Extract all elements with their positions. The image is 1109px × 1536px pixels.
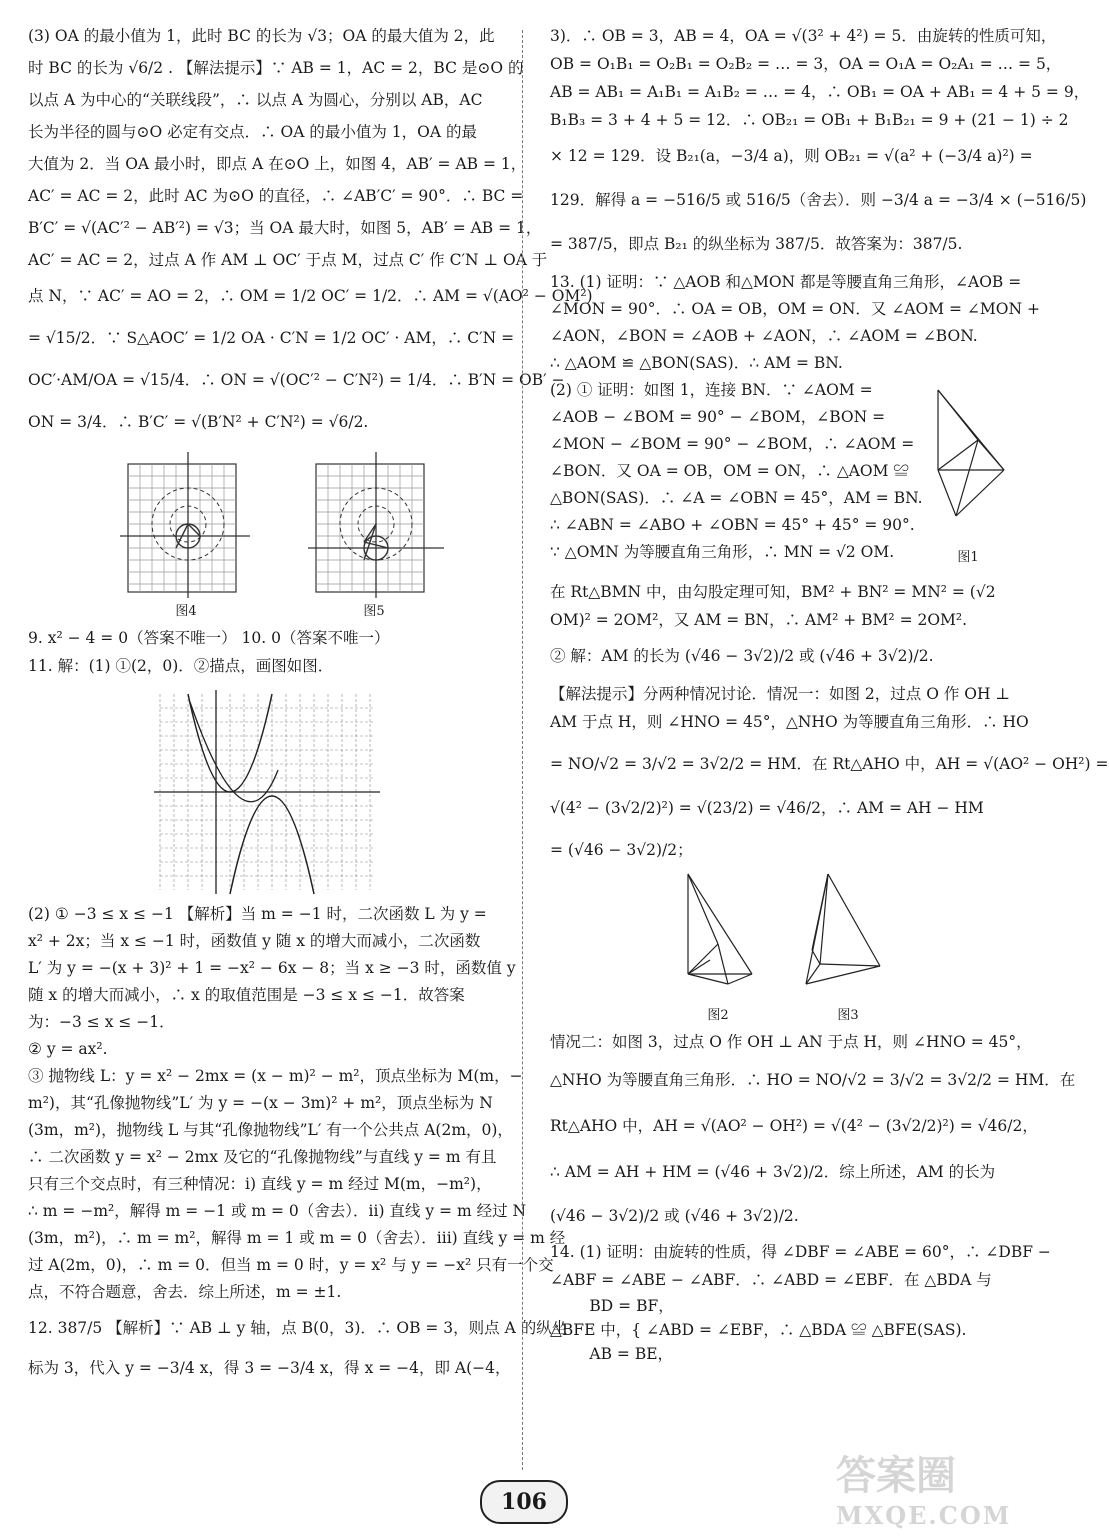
text-line: ∠AOB − ∠BOM = 90° − ∠BOM，∠BON = [550,408,886,426]
column-divider [522,30,523,1470]
text-line: 点，不符合题意，舍去．综上所述，m = ±1. [28,1283,342,1301]
text-line: ∠AON，∠BON = ∠AOB + ∠AON，∴ ∠AOM = ∠BON. [550,327,978,345]
text-line: (3m，m²)，抛物线 L 与其“孔像抛物线”L′ 有一个公共点 A(2m，0)， [28,1121,513,1139]
fig4-caption: 图4 [175,604,197,619]
text-line: 随 x 的增大而减小，∴ x 的取值范围是 −3 ≤ x ≤ −1．故答案 [28,986,465,1004]
text-line: 13. (1) 证明：∵ △AOB 和△MON 都是等腰直角三角形，∠AOB = [550,273,1022,291]
text-line: 时 BC 的长为 √6/2 . 【解法提示】∵ AB = 1，AC = 2，BC 是⊙O 的 [28,59,524,77]
text-line: 只有三个交点时，有三种情况：i) 直线 y = m 经过 M(m，−m²)， [28,1175,492,1193]
text-line: AB = AB₁ = A₁B₁ = A₁B₂ = … = 4，∴ OB₁ = OA + AB₁ = 4 + 5 = 9， [550,83,1090,101]
text-line: Rt△AHO 中，AH = √(AO² − OH²) = √(4² − (3√2/2)²) = √46/2， [550,1117,1038,1135]
q11-heading: 11. 解：(1) ①(2，0)．②描点，画图如图． [28,657,334,675]
parabola-graph [28,682,504,896]
text-line: 129．解得 a = −516/5 或 516/5（舍去）．则 −3/4 a = −3/4 × (−516/5) [550,191,1087,209]
answers-9-10: 9. x² − 4 = 0（答案不唯一） 10. 0（答案不唯一） [28,629,390,647]
q13-part2-with-fig1 [550,380,1018,576]
text-line: 大值为 2．当 OA 最小时，即点 A 在⊙O 上，如图 4，AB′ = AB = 1， [28,155,527,173]
text-line: ∴ m = −m²，解得 m = −1 或 m = 0（舍去）．ii) 直线 y = m 经过 N [28,1202,527,1220]
text-line: = √15/2．∵ S△AOC′ = 1/2 OA · C′N = 1/2 OC′ · AM，∴ C′N = [28,329,515,347]
text-line: (2) ① 证明：如图 1，连接 BN．∵ ∠AOM = [550,381,873,399]
figure-1 [918,380,1018,560]
text-line: ∠MON = 90°．∴ OA = OB，OM = ON．又 ∠AOM = ∠MON + [550,300,1040,318]
q13-part1 [550,272,1040,373]
q11-part2-solution [28,904,566,1302]
figure-2 [688,874,752,984]
text-line: 点 N，∵ AC′ = AO = 2，∴ OM = 1/2 OC′ = 1/2．∴ AM = √(AO² − OM²) [28,287,593,305]
figures-2-3 [550,866,1018,1026]
text-line: ∠BON．又 OA = OB，OM = ON，∴ △AOM ≌ [550,462,909,480]
text-line: 长为半径的圆与⊙O 必定有交点．∴ OA 的最小值为 1，OA 的最 [28,123,477,141]
grid-figures [28,446,504,622]
figures-4-5 [28,446,504,622]
text-line: m²)，其“孔像抛物线”L′ 为 y = −(x − 3m)² + m²，顶点坐标为 N [28,1094,493,1112]
text-line: AB = BE， [550,1345,674,1363]
text-line: ∠MON − ∠BOM = 90° − ∠BOM，∴ ∠AOM = [550,435,915,453]
q13-case2 [550,1032,1076,1226]
text-line: BD = BF， [550,1297,674,1315]
text-line: △BON(SAS)．∴ ∠A = ∠OBN = 45°，AM = BN. [550,489,923,507]
text-line: 情况二：如图 3，过点 O 作 OH ⊥ AN 于点 H，则 ∠HNO = 45°， [550,1033,1032,1051]
q13-part2b [550,582,1109,860]
text-line: ∠ABF = ∠ABE − ∠ABF．∴ ∠ABD = ∠EBF．在 △BDA 与 [550,1271,992,1289]
parabola-figure [28,682,504,896]
text-line: (√46 − 3√2)/2 或 (√46 + 3√2)/2. [550,1207,799,1225]
text-line: 14. (1) 证明：由旋转的性质，得 ∠DBF = ∠ABE = 60°，∴ ∠DBF − [550,1243,1051,1261]
figure-4 [120,452,250,598]
text-line: = NO/√2 = 3/√2 = 3√2/2 = HM．在 Rt△AHO 中，AH = √(AO² − OH²) = [550,755,1109,773]
text-line: 【解法提示】分两种情况讨论．情况一：如图 2，过点 O 作 OH ⊥ [550,685,1011,703]
text-line: 在 Rt△BMN 中，由勾股定理可知，BM² + BN² = MN² = (√2 [550,583,996,601]
text-line: OC′·AM/OA = √15/4．∴ ON = √(OC′² − C′N²) = 1/4．∴ B′N = OB′ − [28,371,565,389]
fig5-caption: 图5 [363,604,385,619]
figure-3 [806,874,880,984]
text-line: ∴ △AOM ≌ △BON(SAS)．∴ AM = BN. [550,354,843,372]
watermark-logo [836,1444,1026,1530]
text-line: ∴ AM = AH + HM = (√46 + 3√2)/2．综上所述，AM 的长为 [550,1163,996,1181]
text-line: = 387/5，即点 B₂₁ 的纵坐标为 387/5．故答案为：387/5. [550,235,963,253]
q12-continued [550,26,1090,254]
text-line: × 12 = 129．设 B₂₁(a，−3/4 a)，则 OB₂₁ = √(a² + (−3/4 a)²) = [550,147,1033,165]
text-line: △NHO 为等腰直角三角形．∴ HO = NO/√2 = 3/√2 = 3√2/2 = HM．在 [550,1071,1076,1089]
text-line: B₁B₃ = 3 + 4 + 5 = 12．∴ OB₂₁ = OB₁ + B₁B₂₁ = 9 + (21 − 1) ÷ 2 [550,111,1069,129]
page-number: 106 [480,1480,568,1524]
watermark-line2: MXQE.COM [836,1501,1012,1530]
q12-start [28,1318,568,1378]
text-line: AM 于点 H，则 ∠HNO = 45°，△NHO 为等腰直角三角形．∴ HO [550,713,1029,731]
q10-part3-solution [28,26,593,432]
text-line: x² + 2x；当 x ≤ −1 时，函数值 y 随 x 的增大而减小，二次函数 [28,932,481,950]
text-line: L′ 为 y = −(x + 3)² + 1 = −x² − 6x − 8；当 x ≥ −3 时，函数值 y [28,959,516,977]
text-line: ON = 3/4．∴ B′C′ = √(B′N² + C′N²) = √6/2. [28,413,369,431]
figure-5 [308,452,444,598]
text-line: √(4² − (3√2/2)²) = √(23/2) = √46/2，∴ AM = AH − HM [550,799,984,817]
left-column [28,26,593,1378]
q14 [550,1242,1051,1364]
watermark-line1: 答案圈 [836,1452,956,1499]
text-line: AC′ = AC = 2，过点 A 作 AM ⊥ OC′ 于点 M，过点 C′ 作 C′N ⊥ OA 于 [28,251,548,269]
text-line: 12. 387/5 【解析】∵ AB ⊥ y 轴，点 B(0，3)．∴ OB = 3，则点 A 的纵坐 [28,1319,568,1337]
text-line: ② y = ax². [28,1040,108,1058]
fig3-caption: 图3 [837,1008,859,1023]
fig1-caption: 图1 [957,550,979,565]
text-line: 过 A(2m，0)，∴ m = 0．但当 m = 0 时，y = x² 与 y = −x² 只有一个交 [28,1256,554,1274]
text-line: 以点 A 为中心的“关联线段”，∴ 以点 A 为圆心，分别以 AB，AC [28,91,483,109]
text-line: B′C′ = √(AC′² − AB′²) = √3；当 OA 最大时，如图 5，AB′ = AB = 1， [28,219,542,237]
text-line: ③ 抛物线 L：y = x² − 2mx = (x − m)² − m²，顶点坐标为 M(m，− [28,1067,523,1085]
text-line: 为：−3 ≤ x ≤ −1． [28,1013,175,1031]
text-line: 标为 3，代入 y = −3/4 x，得 3 = −3/4 x，得 x = −4，即 A(−4， [28,1359,511,1377]
figures-2-3-drawing [550,866,1018,1006]
fig2-caption: 图2 [707,1008,729,1023]
right-column [550,26,1109,1364]
text-line: OB = O₁B₁ = O₂B₁ = O₂B₂ = … = 3，OA = O₁A = O₂A₁ = … = 5， [550,55,1062,73]
text-line: ∴ 二次函数 y = x² − 2mx 及它的“孔像抛物线”与直线 y = m 有且 [28,1148,497,1166]
text-line: (2) ① −3 ≤ x ≤ −1 【解析】当 m = −1 时，二次函数 L 为 y = [28,905,487,923]
text-line: △BFE 中，{ ∠ABD = ∠EBF，∴ △BDA ≌ △BFE(SAS). [550,1321,967,1339]
text-line: (3) OA 的最小值为 1，此时 BC 的长为 √3；OA 的最大值为 2，此 [28,27,495,45]
text-line: ∴ ∠ABN = ∠ABO + ∠OBN = 45° + 45° = 90°. [550,516,915,534]
text-line: (3m，m²)，∴ m = m²，解得 m = 1 或 m = 0（舍去）．iii) 直线 y = m 经 [28,1229,566,1247]
text-line: AC′ = AC = 2，此时 AC 为⊙O 的直径，∴ ∠AB′C′ = 90°．∴ BC = [28,187,524,205]
text-line: = (√46 − 3√2)/2； [550,841,693,859]
text-line: 3)．∴ OB = 3，AB = 4，OA = √(3² + 4²) = 5．由旋转的性质可知， [550,27,1057,45]
text-line: ② 解：AM 的长为 (√46 − 3√2)/2 或 (√46 + 3√2)/2. [550,647,934,665]
text-line: ∵ △OMN 为等腰直角三角形，∴ MN = √2 OM. [550,543,895,561]
text-line: OM)² = 2OM²，又 AM = BN，∴ AM² + BM² = 2OM². [550,611,968,629]
